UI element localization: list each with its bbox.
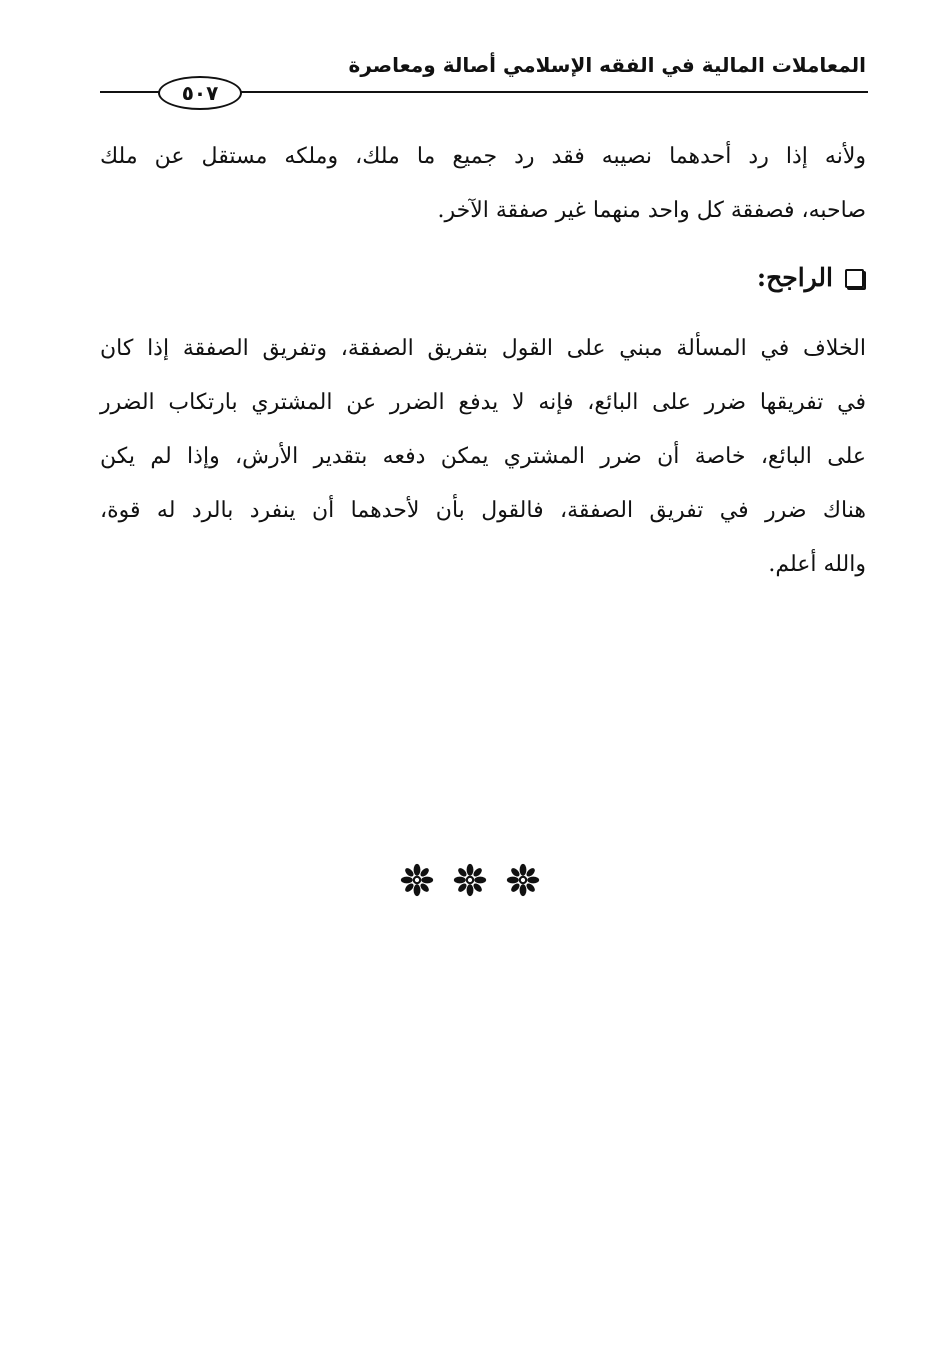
paragraph-1: [100, 130, 866, 238]
paragraph-2-line: الخلاف في المسألة مبني على القول بتفريق الصفقة، وتفريق الصفقة إذا كان: [100, 336, 866, 361]
page-number-badge: ٥٠٧: [158, 76, 242, 110]
flower-ornament-icon: [506, 863, 540, 897]
flower-ornament-icon: [453, 863, 487, 897]
section-heading: [757, 258, 864, 298]
section-heading-text: الراجح:: [756, 263, 833, 292]
paragraph-2-line: هناك ضرر في تفريق الصفقة، فالقول بأن لأحدهما أن ينفرد بالرد له قوة،: [100, 498, 866, 523]
running-header-title: المعاملات المالية في الفقه الإسلامي أصالة ومعاصرة: [348, 53, 866, 77]
paragraph-2-line: في تفريقها ضرر على البائع، فإنه لا يدفع الضرر عن المشتري بارتكاب الضرر: [100, 390, 866, 415]
paragraph-2: [100, 322, 866, 592]
paragraph-2-line: والله أعلم.: [768, 552, 866, 577]
section-end-ornaments: [400, 862, 540, 898]
paragraph-1-line: صاحبه، فصفقة كل واحد منهما غير صفقة الآخر.: [437, 198, 866, 223]
checkbox-square-icon: [845, 269, 864, 288]
paragraph-1-line: ولأنه إذا رد أحدهما نصيبه فقد رد جميع ما ملك، وملكه مستقل عن ملك: [100, 144, 866, 169]
paragraph-2-line: على البائع، خاصة أن ضرر المشتري يمكن دفعه بتقدير الأرش، وإذا لم يكن: [100, 444, 866, 469]
flower-ornament-icon: [400, 863, 434, 897]
